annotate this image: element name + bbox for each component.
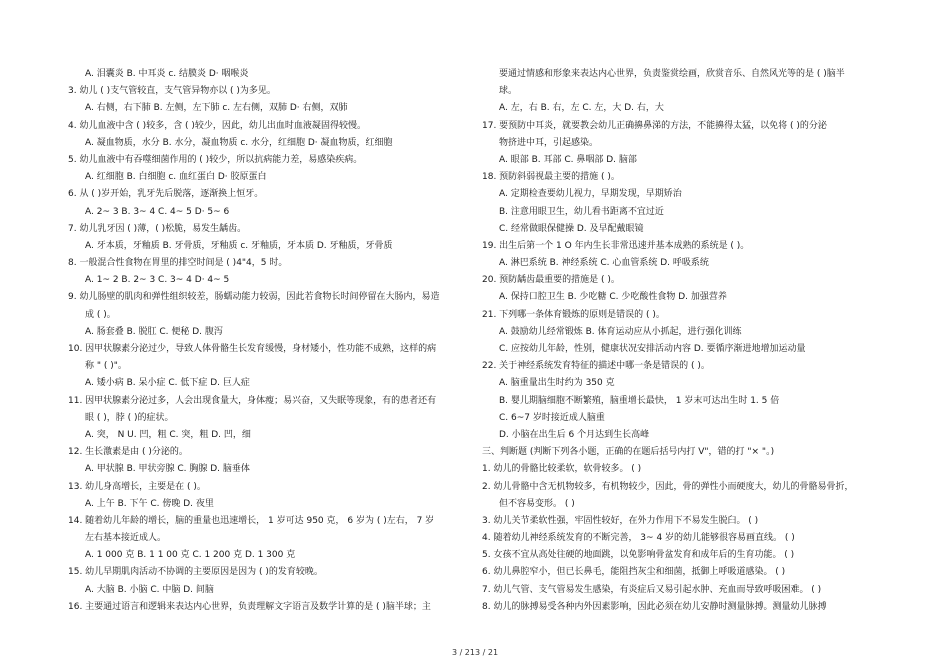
question-line: 19. 出生后第一个 1 O 年内生长非常迅速并基本成熟的系统是 ( )。 bbox=[482, 240, 750, 251]
question-line: 18. 预防斜弱视最主要的措施 ( )。 bbox=[482, 172, 620, 183]
question-continuation: 称 " ( )"。 bbox=[85, 361, 127, 372]
option-line: A. 定期检查要幼儿视力，早期发现，早期矫治 bbox=[499, 189, 682, 200]
option-line: A. 保持口腔卫生 B. 少吃糖 C. 少吃酸性食物 D. 加强营养 bbox=[499, 292, 727, 303]
option-line: D. 小脑在出生后 6 个月达到生长高峰 bbox=[499, 429, 650, 440]
option-line: A. 矮小病 B. 呆小症 C. 低下症 D. 巨人症 bbox=[85, 378, 250, 389]
option-line: A. 1 000 克 B. 1 1 00 克 C. 1 200 克 D. 1 300 克 bbox=[85, 550, 296, 561]
question-line: 14. 随着幼儿年龄的增长，脑的重量也迅速增长， 1 岁可达 950 克， 6 岁为 ( )左右， 7 岁 bbox=[68, 515, 435, 526]
question-line: 21. 下列哪一条体育锻炼的原则是错误的 ( )。 bbox=[482, 309, 665, 320]
right-column bbox=[482, 66, 902, 616]
option-line: A. 眼部 B. 耳部 C. 鼻咽部 D. 脑部 bbox=[499, 154, 637, 165]
question-line: 9. 幼儿肠壁的肌肉和弹性组织较差，肠蠕动能力较弱，因此若食物长时间停留在大肠内，易造 bbox=[68, 292, 440, 303]
option-line: A. 1~ 2 B. 2~ 3 C. 3~ 4 D· 4~ 5 bbox=[85, 275, 230, 286]
option-line: A. 左，右 B. 右，左 C. 左，大 D. 右，大 bbox=[499, 103, 664, 114]
question-line: 12. 生长激素是由 ( )分泌的。 bbox=[68, 447, 188, 458]
question-line: 6. 从 ( )岁开始，乳牙先后脱落，逐渐换上恒牙。 bbox=[68, 189, 264, 200]
option-line: A. 大脑 B. 小脑 C. 中脑 D. 间脑 bbox=[85, 584, 214, 595]
question-continuation: 左右基本接近成人。 bbox=[85, 533, 167, 544]
option-line: C. 应按幼儿年龄，性别，健康状况安排活动内容 D. 要循序渐进地增加运动量 bbox=[499, 344, 806, 354]
option-line: B. 婴儿期脑细胞不断繁殖，脑重增长最快， 1 岁末可达出生时 1. 5 倍 bbox=[499, 395, 780, 406]
option-line: A. 右侧，右下肺 B. 左侧，左下肺 c. 左右侧，双肺 D· 右侧，双肺 bbox=[85, 103, 348, 114]
option-line: A. 上午 B. 下午 C. 傍晚 D. 夜里 bbox=[85, 498, 214, 509]
question-line: 4. 幼儿血液中含 ( )较多，含 ( )较少，因此，幼儿出血时血液凝固得较慢。 bbox=[68, 120, 366, 131]
option-line: A. 凝血物质，水分 B. 水分，凝血物质 c. 水分，红细胞 D· 凝血物质，红细胞 bbox=[85, 137, 393, 148]
judgment-item: 6. 幼儿鼻腔窄小，但已长鼻毛，能阻挡灰尘和细菌，抵御上呼吸道感染。 ( ) bbox=[482, 567, 786, 578]
judgment-item: 1. 幼儿的骨骼比较柔软，软骨较多。 ( ) bbox=[482, 464, 642, 475]
question-continuation: 球。 bbox=[499, 86, 518, 97]
question-continuation: 眼 ( )，脖 ( )的症状。 bbox=[85, 412, 174, 423]
question-line: 11. 因甲状腺素分泌过多，人会出现食量大，身体瘦；易兴奋，又失眠等现象，有的患者还有 bbox=[68, 395, 437, 406]
question-continuation: 要通过情感和形象来表达内心世界，负责鉴赏绘画，欣赏音乐、自然风光等的是 ( )脑半 bbox=[499, 69, 845, 79]
option-line: A. 2~ 3 B. 3~ 4 C. 4~ 5 D· 5~ 6 bbox=[85, 206, 230, 217]
judgment-item: 5. 女孩不宜从高处往硬的地面跳，以免影响骨盆发育和成年后的生育功能。 ( ) bbox=[482, 550, 795, 561]
judgment-item: 7. 幼儿气管、支气管易发生感染，有炎症后又易引起水肿、充血而导致呼吸困难。 ( ) bbox=[482, 584, 822, 595]
question-line: 7. 幼儿乳牙因 ( )薄，( )松脆，易发生龋齿。 bbox=[68, 223, 247, 234]
option-line: A. 淋巴系统 B. 神经系统 C. 心血管系统 D. 呼吸系统 bbox=[499, 258, 709, 269]
option-line: C. 6~7 岁时接近成人脑重 bbox=[499, 412, 605, 423]
judgment-item: 3. 幼儿关节柔软性强，牢固性较好，在外力作用下不易发生脱臼。 ( ) bbox=[482, 515, 759, 526]
question-line: 13. 幼儿身高增长，主要是在 ( )。 bbox=[68, 481, 206, 492]
option-line: B. 注意用眼卫生，幼儿看书距离不宜过近 bbox=[499, 206, 664, 217]
question-line: 20. 预防龋齿最重要的措施是 ( )。 bbox=[482, 275, 620, 286]
option-line: A. 肠套叠 B. 脱肛 C. 便秘 D. 腹泻 bbox=[85, 326, 223, 337]
question-line: 5. 幼儿血液中有吞噬细菌作用的 ( )较少，所以抗病能力差，易感染疾病。 bbox=[68, 154, 363, 165]
page-number: 3 / 213 / 21 bbox=[451, 648, 499, 657]
question-continuation: 物挤进中耳，引起感染。 bbox=[499, 137, 599, 148]
option-line: A. 鼓励幼儿经常锻炼 B. 体育运动应从小抓起，进行强化训练 bbox=[499, 326, 742, 337]
option-line: A. 红细胞 B. 白细胞 c. 血红蛋白 D· 胶原蛋白 bbox=[85, 172, 267, 183]
option-line: C. 经常做眼保健操 D. 及早配戴眼镜 bbox=[499, 223, 644, 234]
question-continuation: 成 ( )。 bbox=[85, 309, 116, 320]
question-line: 22. 关于神经系统发育特征的描述中哪一条是错误的 ( )。 bbox=[482, 361, 710, 372]
question-line: 17. 要预防中耳炎，就要教会幼儿正确擤鼻涕的方法，不能擤得太猛，以免将 ( )的分泌 bbox=[482, 120, 827, 131]
section-heading: 三、判断题 (判断下列各小题，正确的在题后括号内打 V"，错的打 "× "。) bbox=[482, 447, 775, 458]
judgment-item: 2. 幼儿骨骼中含无机物较多，有机物较少，因此，骨的弹性小而硬度大，幼儿的骨骼易骨折， bbox=[482, 481, 854, 492]
question-line: 15. 幼儿早期肌肉活动不协调的主要原因是因为 ( )的发育较晚。 bbox=[68, 567, 323, 578]
option-line: A. 脑重量出生时约为 350 克 bbox=[499, 378, 615, 389]
judgment-item: 8. 幼儿的脉搏易受各种内外因素影响，因此必须在幼儿安静时测量脉搏。测量幼儿脉搏 bbox=[482, 601, 827, 612]
left-column bbox=[68, 66, 468, 616]
question-line: 10. 因甲状腺素分泌过少，导致人体骨骼生长发育缓慢，身材矮小，性功能不成熟，这样的病 bbox=[68, 344, 437, 354]
option-line: A. 突， N U. 凹，粗 C. 突，粗 D. 凹，细 bbox=[85, 429, 251, 440]
question-line: 16. 主要通过语言和逻辑来表达内心世界，负责理解文字语言及数学计算的是 ( )脑半球；主 bbox=[68, 601, 431, 612]
question-continuation: 但不容易变形。 ( ) bbox=[499, 498, 575, 509]
option-line: A. 泪囊炎 B. 中耳炎 c. 结膜炎 D· 咽喉炎 bbox=[85, 69, 249, 79]
question-line: 8. 一般混合性食物在胃里的排空时间是 ( )4"4，5 时。 bbox=[68, 258, 288, 269]
question-line: 3. 幼儿 ( )支气管较直，支气管异物亦以 ( )为多见。 bbox=[68, 86, 276, 97]
option-line: A. 牙本质，牙釉质 B. 牙骨质，牙釉质 c. 牙釉质，牙本质 D. 牙釉质，牙骨质 bbox=[85, 240, 393, 251]
judgment-item: 4. 随着幼儿神经系统发育的不断完善， 3~ 4 岁的幼儿能够很容易画直线。 ( ) bbox=[482, 533, 795, 544]
option-line: A. 甲状腺 B. 甲状旁腺 C. 胸腺 D. 脑垂体 bbox=[85, 464, 250, 475]
